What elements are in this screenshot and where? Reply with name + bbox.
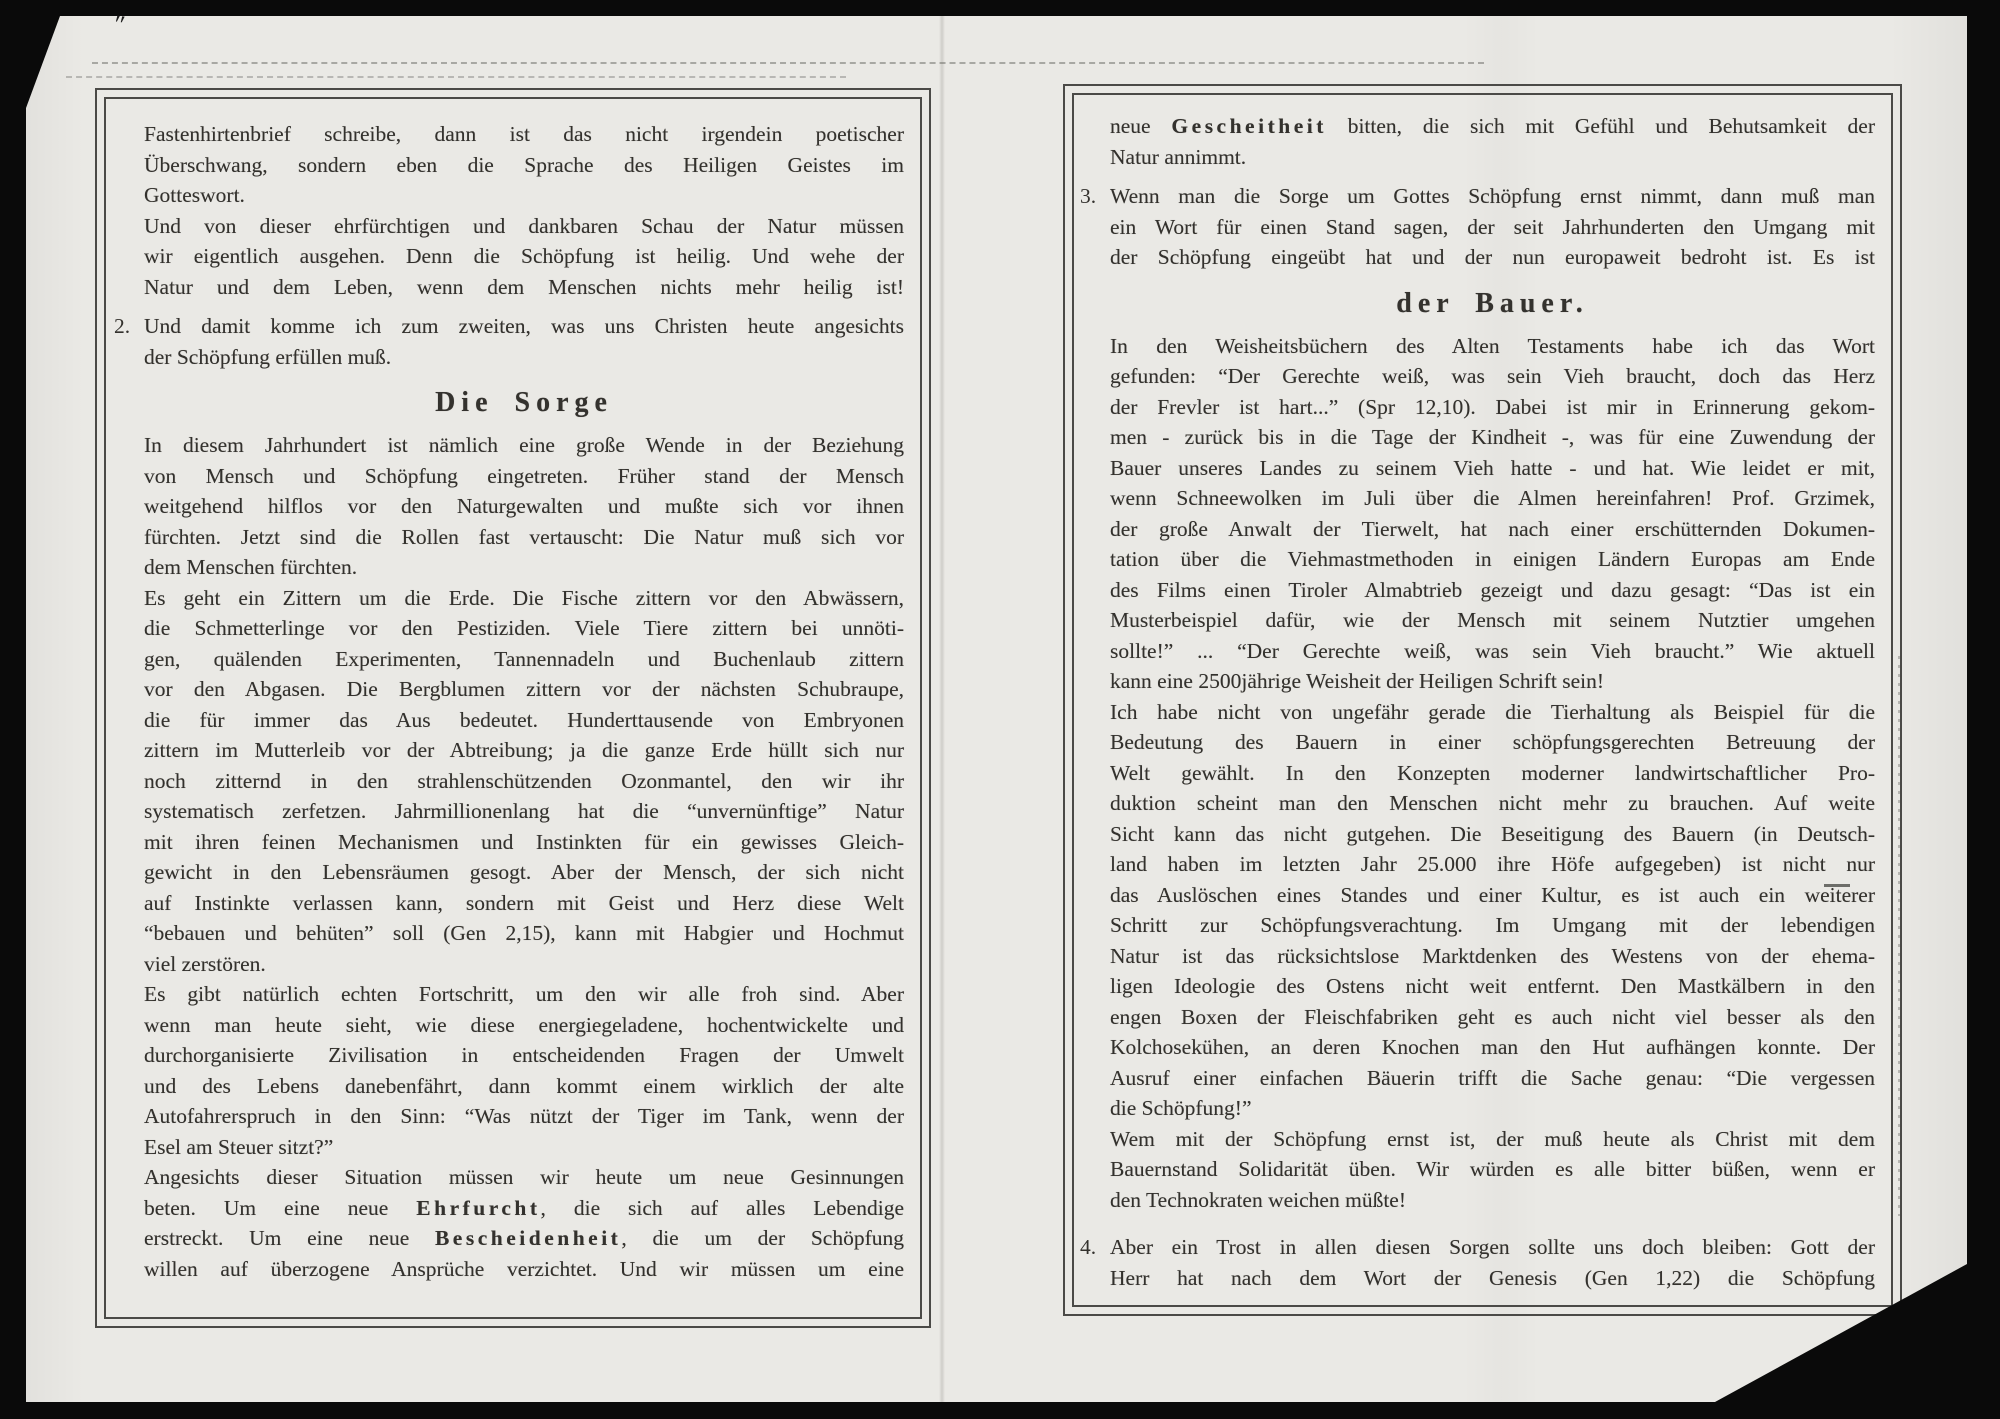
text-line: beten. Um eine neue Ehrfurcht, die sich auf alles Lebendige bbox=[144, 1195, 904, 1220]
fold-crease bbox=[939, 16, 945, 1402]
paragraph bbox=[144, 430, 904, 583]
text-line: Bedeutung des Bauern in einer schöpfungsgerechten Betreuung der bbox=[1110, 730, 1875, 754]
text-line: Autofahrerspruch in den Sinn: “Was nützt der Tiger im Tank, wenn der bbox=[144, 1104, 904, 1128]
right-page-frame bbox=[1063, 84, 1902, 1316]
text-line: zittern im Mutterleib vor der Abtreibung; ja die ganze Erde hüllt sich nur bbox=[144, 738, 904, 762]
text-line: Ich habe nicht von ungefähr gerade die Tierhaltung als Beispiel für die bbox=[1110, 699, 1875, 724]
text-line: von Mensch und Schöpfung eingetreten. Früher stand der Mensch bbox=[144, 463, 904, 488]
paragraph bbox=[144, 1162, 904, 1284]
text-line: systematisch zerfetzen. Jahrmillionenlang hat die “unvernünftige” Natur bbox=[144, 799, 904, 823]
paragraph bbox=[1110, 111, 1875, 172]
text-line: Sicht kann das nicht gutgehen. Die Beseitigung des Bauern (in Deutsch- bbox=[1110, 821, 1875, 846]
scan-smudge-line bbox=[66, 76, 846, 78]
section-heading: der Bauer. bbox=[1396, 287, 1589, 319]
text-line: der große Anwalt der Tierwelt, hat nach einer erschütternden Dokumen- bbox=[1110, 516, 1875, 541]
paragraph bbox=[144, 583, 904, 980]
text-line: In den Weisheitsbüchern des Alten Testaments habe ich das Wort bbox=[1110, 333, 1875, 358]
text-line: gewicht in den Lebensräumen gesogt. Aber der Mensch, der sich nicht bbox=[144, 860, 904, 884]
text-line: Bauernstand Solidarität üben. Wir würden es alle bitter büßen, wenn er bbox=[1110, 1157, 1875, 1181]
text-line: Kolchosekühen, an deren Knochen man den Hut aufhängen konnte. Der bbox=[1110, 1035, 1875, 1059]
text-line: ein Wort für einen Stand sagen, der seit Jahrhunderten den Umgang mit bbox=[1110, 214, 1875, 239]
paragraph bbox=[1110, 1124, 1875, 1216]
paragraph bbox=[144, 979, 904, 1162]
text-line: der Frevler ist hart...” (Spr 12,10). Dabei ist mir in Erinnerung gekom- bbox=[1110, 394, 1875, 419]
text-line: durchorganisierte Zivilisation in entscheidenden Fragen der Umwelt bbox=[144, 1043, 904, 1067]
paper-corner-shadow bbox=[1715, 1264, 1967, 1402]
text-line: Natur ist das rücksichtslose Marktdenken des Westens von der ehema- bbox=[1110, 943, 1875, 968]
text-line: gefunden: “Der Gerechte weiß, was sein Vieh braucht, doch das Herz bbox=[1110, 364, 1875, 388]
emphasized-word: Gescheitheit bbox=[1171, 114, 1327, 138]
text-line: neue Gescheitheit bitten, die sich mit Gefühl und Behutsamkeit der bbox=[1110, 114, 1875, 138]
text-line: vor den Abgasen. Die Bergblumen zittern vor der nächsten Schubraupe, bbox=[144, 677, 904, 701]
text-line: Musterbeispiel dafür, wie der Mensch mit seinem Nutztier umgehen bbox=[1110, 608, 1875, 632]
text-line: Gotteswort. bbox=[144, 183, 245, 207]
paragraph bbox=[144, 211, 904, 303]
scan-smudge-line bbox=[92, 62, 1484, 64]
text-line: Natur annimmt. bbox=[1110, 144, 1247, 169]
text-line: erstreckt. Um eine neue Bescheidenheit, die um der Schöpfung bbox=[144, 1226, 904, 1250]
text-line: engen Boxen der Fleischfabriken geht es auch nicht viel besser als den bbox=[1110, 1004, 1875, 1029]
text-line: Angesichts dieser Situation müssen wir heute um neue Gesinnungen bbox=[144, 1165, 904, 1189]
text-line: und des Lebens danebenfährt, dann kommt einem wirklich der alte bbox=[144, 1073, 904, 1098]
emphasized-word: Bescheidenheit bbox=[434, 1226, 622, 1250]
list-number: 2. bbox=[114, 314, 131, 338]
list-number: 3. bbox=[1080, 184, 1097, 208]
text-line: Bauer unseres Landes zu seinem Vieh hatte - und hat. Wie leidet er mit, bbox=[1110, 455, 1875, 480]
text-line: Und von dieser ehrfürchtigen und dankbaren Schau der Natur müssen bbox=[144, 213, 904, 238]
text-line: men - zurück bis in die Tage der Kindheit -, was für eine Zuwendung der bbox=[1110, 425, 1875, 449]
text-line: ligen Ideologie des Ostens nicht weit entfernt. Den Mastkälbern in den bbox=[1110, 974, 1875, 998]
text-line: mit ihren feinen Mechanismen und Instinkten für ein gewisses Gleich- bbox=[144, 829, 904, 854]
text-line: kann eine 2500jährige Weisheit der Heiligen Schrift sein! bbox=[1110, 669, 1605, 693]
text-line: weitgehend hilflos vor den Naturgewalten und mußte sich vor ihnen bbox=[144, 494, 904, 518]
text-line: Und damit komme ich zum zweiten, was uns Christen heute angesichts bbox=[144, 314, 904, 338]
text-line: die für immer das Aus bedeutet. Hunderttausende von Embryonen bbox=[144, 707, 904, 732]
text-line: der Schöpfung eingeübt hat und der nun europaweit bedroht ist. Es ist bbox=[1110, 245, 1875, 269]
paper-corner-shadow bbox=[26, 16, 60, 108]
text-line: Fastenhirtenbrief schreibe, dann ist das nicht irgendein poetischer bbox=[144, 122, 904, 146]
text-line: Es geht ein Zittern um die Erde. Die Fische zittern vor den Abwässern, bbox=[144, 585, 904, 610]
list-number: 4. bbox=[1080, 1235, 1097, 1259]
section-heading: Die Sorge bbox=[435, 387, 613, 418]
text-line: Überschwang, sondern eben die Sprache des Heiligen Geistes im bbox=[144, 152, 904, 177]
text-line: Ausruf einer einfachen Bäuerin trifft die Sache genau: “Die vergessen bbox=[1110, 1065, 1875, 1090]
text-line: die Schöpfung!” bbox=[1110, 1096, 1252, 1120]
text-line: Welt gewählt. In den Konzepten moderner landwirtschaftlicher Pro- bbox=[1110, 760, 1875, 785]
left-page-frame bbox=[95, 88, 931, 1328]
text-line: wir eigentlich ausgehen. Denn die Schöpfung ist heilig. Und wehe der bbox=[144, 244, 904, 268]
text-line: Herr hat nach dem Wort der Genesis (Gen 1,22) die Schöpfung bbox=[1110, 1265, 1875, 1290]
text-line: In diesem Jahrhundert ist nämlich eine große Wende in der Beziehung bbox=[144, 433, 904, 457]
text-line: Wenn man die Sorge um Gottes Schöpfung ernst nimmt, dann muß man bbox=[1110, 184, 1875, 208]
paper-sheet bbox=[26, 9, 1967, 1402]
left-page-text-area bbox=[104, 97, 922, 1319]
text-line: duktion scheint man den Menschen nicht mehr zu brauchen. Auf weite bbox=[1110, 791, 1875, 815]
text-line: Aber ein Trost in allen diesen Sorgen sollte uns doch bleiben: Gott der bbox=[1110, 1235, 1875, 1259]
numbered-paragraph bbox=[114, 311, 904, 372]
text-line: noch zitternd in den strahlenschützenden Ozonmantel, den wir ihr bbox=[144, 768, 904, 793]
text-line: das Auslöschen eines Standes und einer Kultur, es ist auch ein weiterer bbox=[1110, 882, 1875, 907]
text-line: auf Instinkte verlassen kann, sondern mit Geist und Herz diese Welt bbox=[144, 890, 904, 915]
text-line: fürchten. Jetzt sind die Rollen fast vertauscht: Die Natur muß sich vor bbox=[144, 524, 904, 549]
text-line: wenn Schneewolken im Juli über die Almen hereinfahren! Prof. Grzimek, bbox=[1110, 486, 1875, 510]
emphasized-word: Ehrfurcht bbox=[416, 1195, 541, 1220]
text-line: sollte!” ... “Der Gerechte weiß, was sein Vieh braucht.” Wie aktuell bbox=[1110, 638, 1875, 663]
right-page-text-area bbox=[1072, 93, 1893, 1307]
text-line: der Schöpfung erfüllen muß. bbox=[144, 344, 392, 369]
text-line: die Schmetterlinge vor den Pestiziden. Viele Tiere zittern bei unnöti- bbox=[144, 616, 904, 640]
paragraph bbox=[144, 119, 904, 211]
text-line: willen auf überzogene Ansprüche verzichtet. Und wir müssen um eine bbox=[144, 1256, 904, 1281]
text-line: Wem mit der Schöpfung ernst ist, der muß heute als Christ mit dem bbox=[1110, 1126, 1875, 1151]
text-line: den Technokraten weichen müßte! bbox=[1110, 1187, 1406, 1212]
text-line: wenn man heute sieht, wie diese energiegeladene, hochentwickelte und bbox=[144, 1012, 904, 1037]
numbered-paragraph bbox=[1080, 181, 1875, 273]
text-line: “bebauen und behüten” soll (Gen 2,15), kann mit Habgier und Hochmut bbox=[144, 921, 904, 945]
paragraph bbox=[1110, 331, 1875, 697]
text-line: Es gibt natürlich echten Fortschritt, um den wir alle froh sind. Aber bbox=[144, 982, 904, 1006]
text-line: land haben im letzten Jahr 25.000 ihre Höfe aufgegeben) ist nicht nur bbox=[1110, 852, 1875, 876]
text-line: des Films einen Tiroler Almabtrieb gezeigt und dazu gesagt: “Das ist ein bbox=[1110, 577, 1875, 602]
text-line: gen, quälenden Experimenten, Tannennadeln und Buchenlaub zittern bbox=[144, 646, 904, 671]
text-line: Schritt zur Schöpfungsverachtung. Im Umgang mit der lebendigen bbox=[1110, 913, 1875, 937]
text-line: dem Menschen fürchten. bbox=[144, 555, 358, 579]
scan-tick-artifact: ″ bbox=[112, 9, 127, 40]
text-line: Esel am Steuer sitzt?” bbox=[144, 1134, 334, 1159]
text-line: viel zerstören. bbox=[144, 951, 266, 976]
text-line: tation über die Viehmastmethoden in einigen Ländern Europas am Ende bbox=[1110, 547, 1875, 571]
paragraph bbox=[1110, 697, 1875, 1124]
text-line: Natur und dem Leben, wenn dem Menschen nichts mehr heilig ist! bbox=[144, 274, 904, 299]
